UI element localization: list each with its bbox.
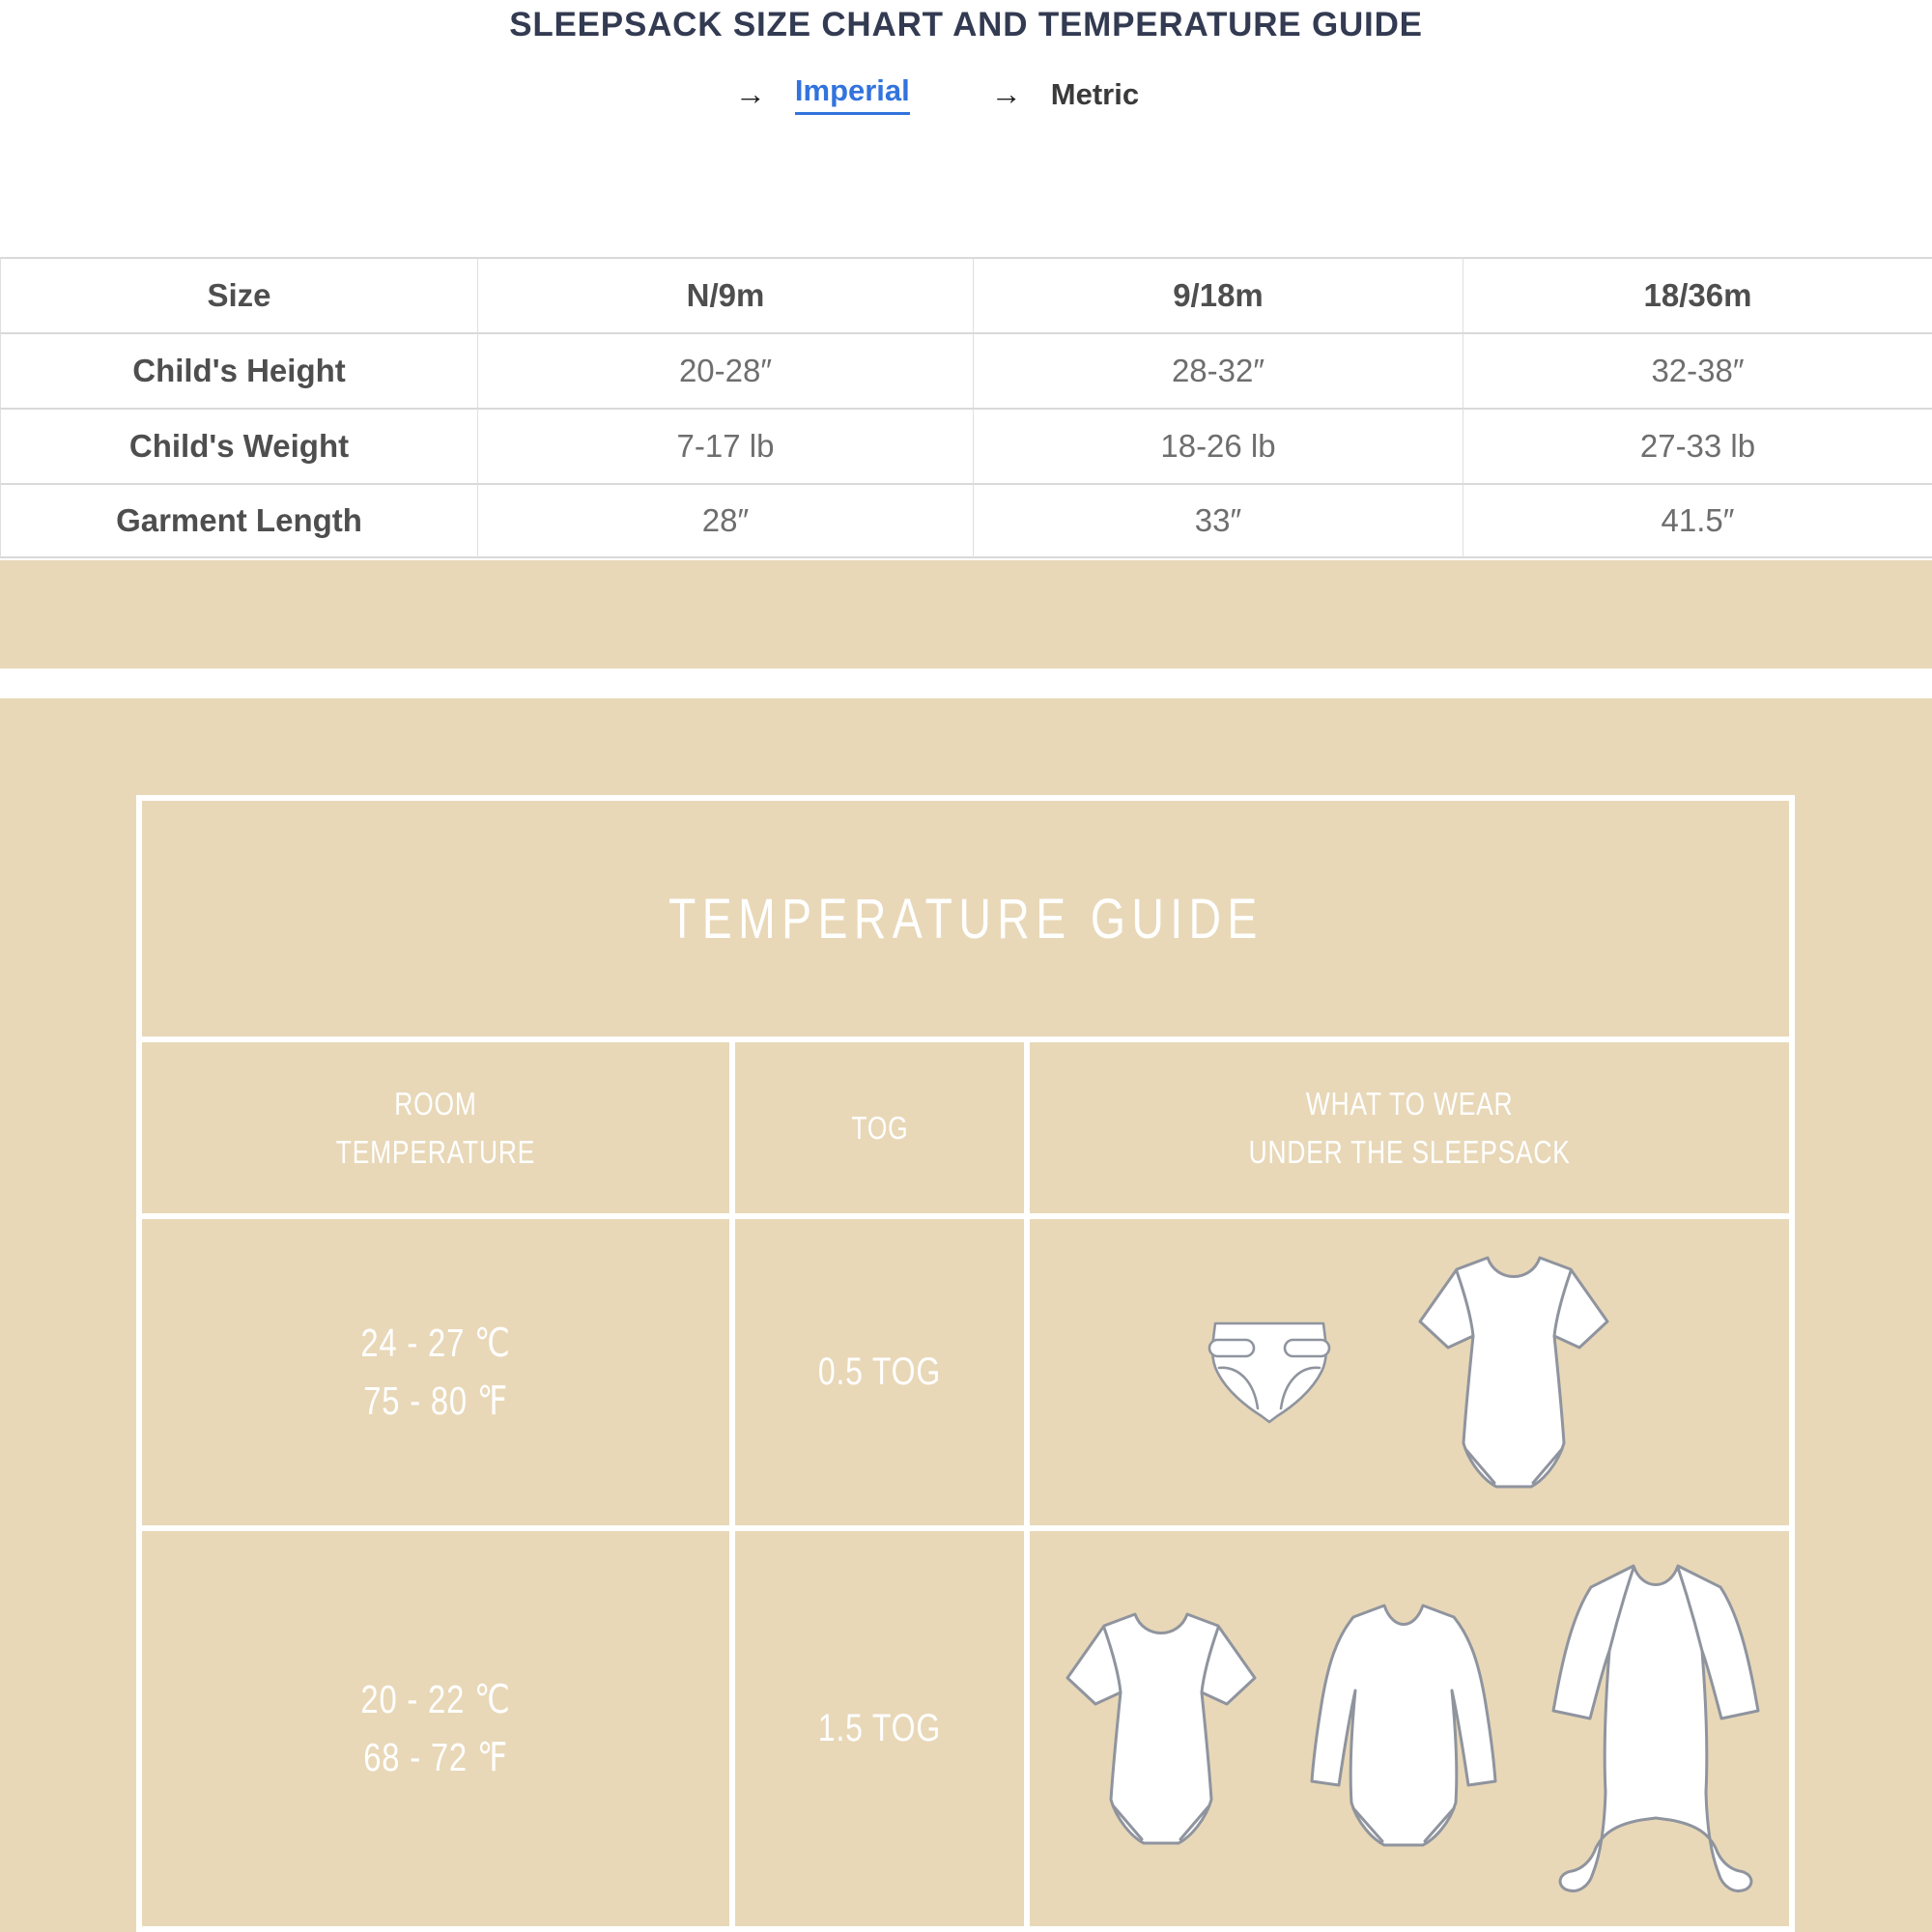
temperature-guide-table — [136, 795, 1795, 1932]
unit-link-imperial-label: Imperial — [795, 73, 910, 115]
long-sleeve-bodysuit-icon — [1292, 1596, 1523, 1861]
header-what-to-wear — [1024, 1042, 1789, 1213]
what-to-wear-cell — [1024, 1219, 1789, 1525]
size-chart-cell: 27-33 lb — [1463, 408, 1932, 483]
tog-value — [729, 1219, 1024, 1525]
size-chart-row-label: Child's Height — [0, 332, 477, 408]
size-chart-cell: 41.5″ — [1463, 483, 1932, 558]
size-chart-cell: 18-26 lb — [973, 408, 1463, 483]
size-chart-row-label: Child's Weight — [0, 408, 477, 483]
header-room-temperature — [142, 1042, 729, 1213]
room-temperature-value — [142, 1531, 729, 1926]
diaper-icon — [1196, 1314, 1343, 1432]
size-chart-header-size: Size — [0, 257, 477, 332]
size-chart-cell: 28-32″ — [973, 332, 1463, 408]
size-chart-cell: 33″ — [973, 483, 1463, 558]
size-chart-cell: 28″ — [477, 483, 973, 558]
tog-label: 0.5 TOG — [817, 1350, 942, 1393]
header-line: WHAT TO WEAR — [1305, 1086, 1514, 1122]
temperature-celsius: 20 - 22 ℃ — [360, 1677, 511, 1722]
unit-link-imperial[interactable] — [735, 73, 910, 115]
size-chart-cell: 32-38″ — [1463, 332, 1932, 408]
tog-value — [729, 1531, 1024, 1926]
temperature-guide-row-1.5-tog — [142, 1525, 1789, 1926]
room-temperature-value — [142, 1219, 729, 1525]
temperature-guide-title: TEMPERATURE GUIDE — [668, 887, 1264, 951]
temperature-fahrenheit: 75 - 80 ℉ — [363, 1378, 508, 1423]
header-line: TOG — [850, 1109, 909, 1146]
temperature-celsius: 24 - 27 ℃ — [360, 1321, 511, 1366]
size-chart-row-label: Garment Length — [0, 483, 477, 558]
temperature-fahrenheit: 68 - 72 ℉ — [363, 1734, 508, 1779]
short-sleeve-bodysuit-icon — [1052, 1605, 1270, 1854]
tog-label: 1.5 TOG — [817, 1707, 942, 1749]
header-tog — [729, 1042, 1024, 1213]
temperature-guide-header-row — [142, 1037, 1789, 1213]
unit-link-metric[interactable] — [991, 73, 1139, 115]
size-chart-cell: 7-17 lb — [477, 408, 973, 483]
unit-link-metric-label: Metric — [1050, 76, 1140, 111]
size-chart-header-1836m: 18/36m — [1463, 257, 1932, 332]
right-arrow-icon: → — [990, 76, 1022, 111]
size-chart-table — [0, 257, 1932, 558]
size-chart-header-n9m: N/9m — [477, 257, 973, 332]
tan-divider-band — [0, 560, 1932, 668]
header-line: UNDER THE SLEEPSACK — [1248, 1133, 1571, 1170]
what-to-wear-cell — [1024, 1531, 1789, 1926]
right-arrow-icon: → — [734, 76, 766, 111]
size-chart-cell: 20-28″ — [477, 332, 973, 408]
header-line: ROOM — [394, 1086, 477, 1122]
header-line: TEMPERATURE — [335, 1133, 536, 1170]
temperature-guide-title-row — [142, 801, 1789, 1037]
page-title: SLEEPSACK SIZE CHART AND TEMPERATURE GUIDE — [509, 6, 1423, 43]
short-sleeve-bodysuit-icon — [1405, 1248, 1623, 1497]
unit-toggle — [0, 73, 1903, 115]
size-chart-header-918m: 9/18m — [973, 257, 1463, 332]
temperature-guide-row-0.5-tog — [142, 1213, 1789, 1525]
footed-pajama-icon — [1545, 1554, 1767, 1904]
